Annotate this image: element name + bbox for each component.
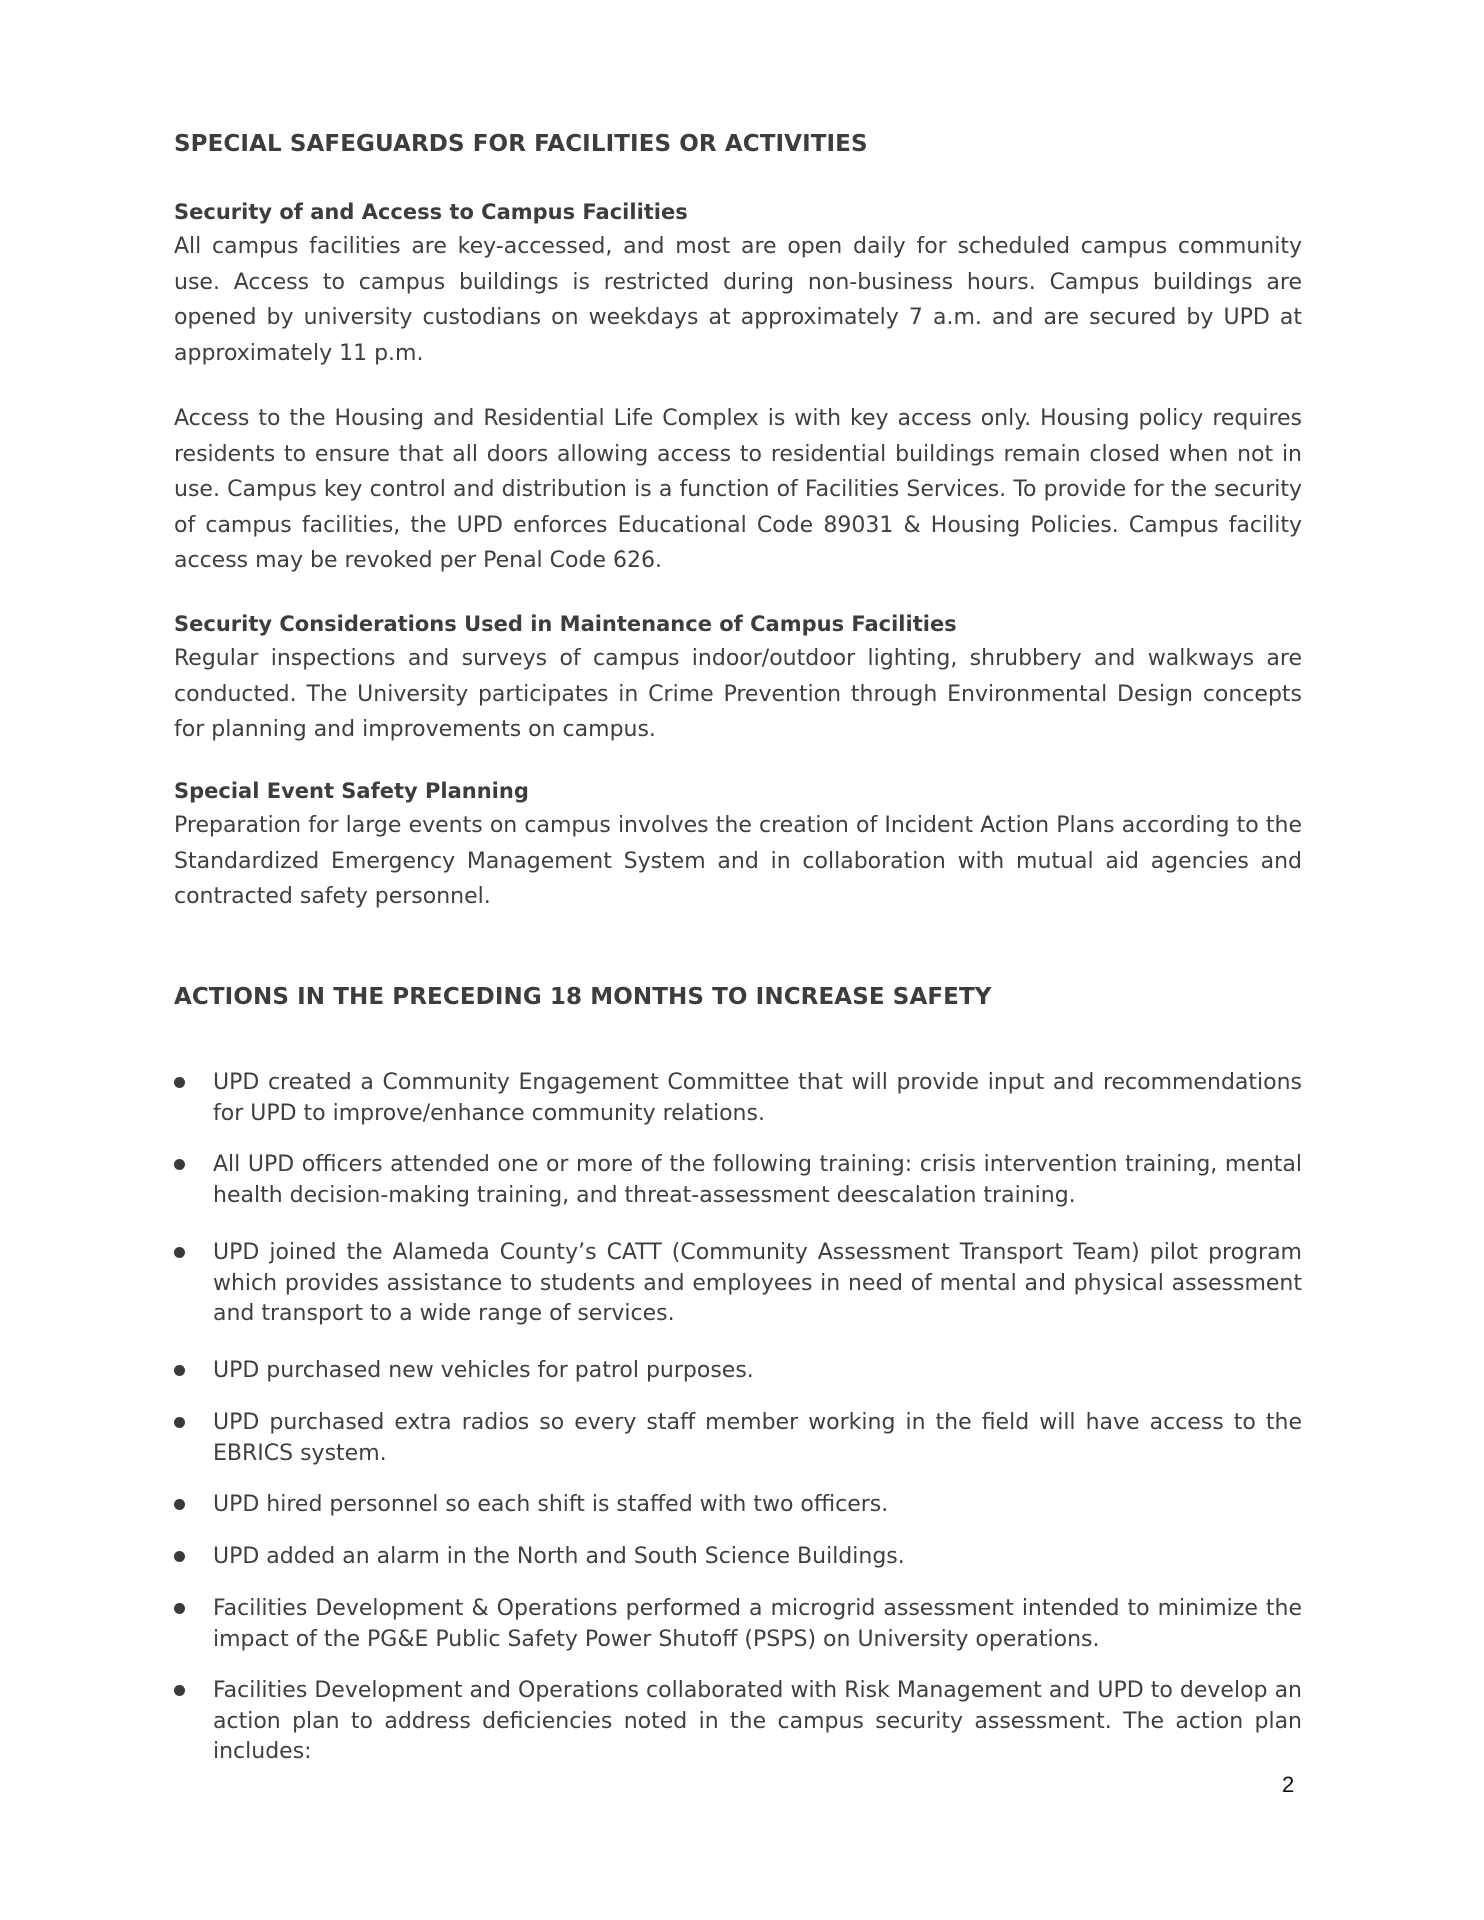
bullet-dot-icon bbox=[174, 1077, 185, 1088]
paragraph-event: Preparation for large events on campus involves the creation of Incident Action Plans according to the Standardized Emergency Management System and in collaboration with mutual aid agencies and contracted safety personnel. bbox=[174, 813, 1302, 909]
list-item-text: UPD purchased extra radios so every staff member working in the field will have access to the EBRICS system. bbox=[213, 1410, 1302, 1466]
list-item-text: UPD added an alarm in the North and South Science Buildings. bbox=[213, 1544, 905, 1569]
list-item-text: Facilities Development & Operations performed a microgrid assessment intended to minimize the impact of the PG&E Public Safety Power Shutoff (PSPS) on University operations. bbox=[213, 1596, 1302, 1652]
subheading-maintenance: Security Considerations Used in Maintenance of Campus Facilities bbox=[174, 612, 957, 636]
list-item-text: UPD joined the Alameda County’s CATT (Community Assessment Transport Team) pilot program which provides assistance to students and employees in need of mental and physical assessment and transport to a wide range of services. bbox=[213, 1240, 1302, 1326]
subheading-event: Special Event Safety Planning bbox=[174, 779, 529, 803]
bullet-dot-icon bbox=[174, 1685, 185, 1696]
bullet-dot-icon bbox=[174, 1603, 185, 1614]
list-item-text: All UPD officers attended one or more of the following training: crisis intervention training, mental health decision-making training, and threat-assessment deescalation training. bbox=[213, 1152, 1302, 1208]
section-title-actions: ACTIONS IN THE PRECEDING 18 MONTHS TO INCREASE SAFETY bbox=[174, 984, 992, 1010]
page-number: 2 bbox=[1282, 1772, 1295, 1797]
section-title-safeguards: SPECIAL SAFEGUARDS FOR FACILITIES OR ACTIVITIES bbox=[174, 131, 868, 157]
bullet-dot-icon bbox=[174, 1499, 185, 1510]
bullet-dot-icon bbox=[174, 1159, 185, 1170]
list-item-text: UPD purchased new vehicles for patrol purposes. bbox=[213, 1358, 754, 1383]
bullet-dot-icon bbox=[174, 1551, 185, 1562]
bullet-dot-icon bbox=[174, 1417, 185, 1428]
list-item-text: UPD hired personnel so each shift is staffed with two officers. bbox=[213, 1492, 889, 1517]
paragraph-access-1: All campus facilities are key-accessed, and most are open daily for scheduled campus community use. Access to campus buildings is restricted during non-business hours. Campus buildings are opened by university custodians on weekdays at approximately 7 a.m. and are secured by UPD at approximately 11 p.m. bbox=[174, 234, 1302, 366]
paragraph-access-2: Access to the Housing and Residential Life Complex is with key access only. Housing policy requires residents to ensure that all doors allowing access to residential buildings remain closed when not in use. Campus key control and distribution is a function of Facilities Services. To provide for the security of campus facilities, the UPD enforces Educational Code 89031 & Housing Policies. Campus facility access may be revoked per Penal Code 626. bbox=[174, 406, 1302, 573]
subheading-access: Security of and Access to Campus Facilities bbox=[174, 200, 688, 224]
paragraph-maintenance: Regular inspections and surveys of campus indoor/outdoor lighting, shrubbery and walkways are conducted. The University participates in Crime Prevention through Environmental Design concepts for planning and improvements on campus. bbox=[174, 646, 1302, 742]
list-item-text: UPD created a Community Engagement Committee that will provide input and recommendations for UPD to improve/enhance community relations. bbox=[213, 1070, 1302, 1126]
list-item-text: Facilities Development and Operations collaborated with Risk Management and UPD to develop an action plan to address deficiencies noted in the campus security assessment. The action plan includes: bbox=[213, 1678, 1302, 1764]
bullet-dot-icon bbox=[174, 1365, 185, 1376]
bullet-dot-icon bbox=[174, 1247, 185, 1258]
